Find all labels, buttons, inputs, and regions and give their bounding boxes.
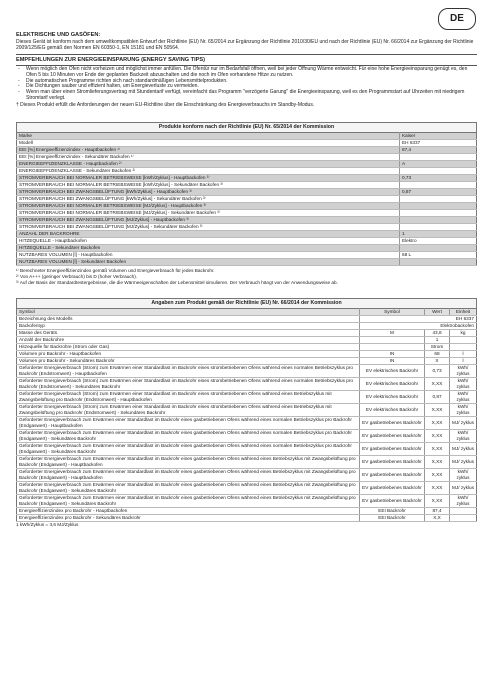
row-value: [400, 195, 477, 202]
row-label: Masse des Geräts: [17, 329, 360, 336]
table-row: [17, 258, 477, 265]
table-row: [17, 153, 477, 160]
col-header-unit: Einheit: [450, 308, 477, 315]
row-symbol: EV gasbetriebenes Backrohr: [360, 429, 425, 442]
row-value: 0,87: [425, 390, 450, 403]
language-badge: DE: [438, 8, 476, 30]
row-value: 0,73: [400, 174, 477, 181]
row-label: NUTZBARES VOLUMEN [l] - Hauptbackofen: [17, 251, 400, 258]
row-unit: l: [450, 350, 477, 357]
section-heading-energy-tips: EMPFEHLUNGEN ZUR ENERGIEEINSPARUNG (ENERGY SAVING TIPS): [16, 57, 205, 63]
row-label: Bezeichnung des Modells: [17, 315, 360, 322]
row-symbol: EEI Backrohr: [360, 507, 425, 514]
table-row: [17, 442, 477, 455]
table1-footnote: ²⁾ Von A+++ (geringer Verbrauch) bis D (hoher Verbrauch).: [16, 273, 138, 279]
section-heading-ovens: ELEKTRISCHE UND GASÖFEN:: [16, 32, 101, 38]
row-value: 0,73: [425, 364, 450, 377]
table-row: [17, 350, 477, 357]
row-unit: MJ/ zyklus: [450, 442, 477, 455]
row-label: Geforderter Energieverbrauch zum Erwärmen einer Standardlast im Backrohr eines gasbetriebenen Ofens während eines Betriebszyklus mit Zwangsbelüftung pro Backrohr (Endgaswert) - Hauptbackofen: [17, 455, 360, 468]
row-value: [400, 216, 477, 223]
row-unit: kWh/ zyklus: [450, 390, 477, 403]
row-label: Geforderter Energieverbrauch zum Erwärmen einer Standardlast im Backrohr eines gasbetriebenen Ofens während eines normalen Betriebszyklus pro Backrohr (Endgaswert) - Hauptbackofen: [17, 416, 360, 429]
row-value: X,XX: [425, 481, 450, 494]
table-row: [17, 237, 477, 244]
row-value: Strom: [425, 343, 450, 350]
row-symbol: [360, 343, 425, 350]
list-item: - Die Dichtungen sauber und effizient halten, um Energieverluste zu vermeiden.: [16, 84, 477, 90]
row-value: X: [425, 357, 450, 364]
row-value: [400, 209, 477, 216]
table-row: [17, 364, 477, 377]
row-unit: [450, 343, 477, 350]
row-value: X,XX: [425, 442, 450, 455]
row-label: Volumen pro Backrohr - Hauptbackofen: [17, 350, 360, 357]
table-row: [17, 336, 477, 343]
row-symbol: M: [360, 329, 425, 336]
table-row: [17, 468, 477, 481]
row-unit: MJ/ zyklus: [450, 416, 477, 429]
row-label: STROMVERBRAUCH BEI NORMALER BETRIEBSWEISE [kWh/Zyklus] - Hauptbackofen ³⁾: [17, 174, 400, 181]
table-row: [17, 174, 477, 181]
row-label: Geforderter Energieverbrauch (Strom) zum Erwärmen einer Standardlast im Backrohr eines strombetriebenen Ofens während eines normalen Betriebszyklus pro Backrohr (Endstromwert) - Hauptbackofen: [17, 364, 360, 377]
document-page: [16, 8, 477, 528]
row-label: HITZEQUELLE - Hauptbackofen: [17, 237, 400, 244]
table-row: [17, 223, 477, 230]
table-row: [17, 416, 477, 429]
row-symbol: IN: [360, 357, 425, 364]
row-value: X,XX: [425, 403, 450, 416]
row-label: ANZAHL DER BACKROHRE: [17, 230, 400, 237]
row-unit: [450, 507, 477, 514]
row-value: Elektrobackofen: [360, 322, 477, 329]
row-label: EEI [%] Energieeffizienzindex - Hauptbackofen ¹⁾: [17, 146, 400, 153]
table-row: [17, 244, 477, 251]
list-item: - Wenn möglich den Ofen nicht vorheizen und möglichst immer anfüllen. Die Ofentür nur im Bedarfsfall öffnen, weil bei jeder Öffnung Wärme entweicht. Für eine hohe Energieeinsparung genügt es, den Ofen 5 bis 10 Minuten vor Ende der geplanten Backzeit abzuschalten und die noch im Ofen vorhandene Hitze zu nutzen.: [16, 67, 477, 79]
row-label: STROMVERBRAUCH BEI NORMALER BETRIEBSWEISE [kWh/Zyklus] - Sekundärer Backofen ³⁾: [17, 181, 400, 188]
section-text-conformity: Dieses Gerät ist konform nach dem umweltkompatiblen Entwurf der Richtlinie (EU) Nr. 65/2014 zur Ergänzung der Richtlinie 2010/30/EU und nach der Richtlinie (EU) Nr. 66/2014 zur Ergänzung der Richtlinie 2009/125/EG gemäß den Normen EN 60350-1, EN 15181 und EN 50564.: [16, 39, 474, 51]
row-value: 87,4: [425, 507, 450, 514]
row-label: Hitzequelle für Backrohre (Strom oder Gas): [17, 343, 360, 350]
row-symbol: EV gasbetriebenes Backrohr: [360, 442, 425, 455]
row-symbol: EV gasbetriebenes Backrohr: [360, 494, 425, 507]
table-row: [17, 322, 477, 329]
row-label: Volumen pro Backrohr - Sekundäres Backrohr: [17, 357, 360, 364]
row-symbol: EV gasbetriebenes Backrohr: [360, 468, 425, 481]
table-row: [17, 202, 477, 209]
row-label: Energieeffizienzindex pro Backrohr - Sekundäres Backrohr: [17, 514, 360, 521]
row-value: X,XX: [425, 416, 450, 429]
row-symbol: EV gasbetriebenes Backrohr: [360, 455, 425, 468]
table-row: [17, 357, 477, 364]
row-value: 1: [425, 336, 450, 343]
row-label: HITZEQUELLE - Sekundärer Backofen: [17, 244, 400, 251]
row-symbol: [360, 336, 425, 343]
row-value: [400, 258, 477, 265]
row-label: EEI [%] Energieeffizienzindex - Sekundärer Backofen ¹⁾: [17, 153, 400, 160]
row-unit: l: [450, 357, 477, 364]
row-symbol: EV elektrisches Backrohr: [360, 403, 425, 416]
row-label: Backofentyp: [17, 322, 360, 329]
row-value: X,XX: [425, 429, 450, 442]
row-value: EH 6337: [400, 139, 477, 146]
row-value: [400, 223, 477, 230]
row-value: [400, 202, 477, 209]
row-value: A: [400, 160, 477, 167]
table-row: [17, 195, 477, 202]
row-label: STROMVERBRAUCH BEI ZWANGSBELÜFTUNG [kWh/Zyklus] - Sekundärer Backofen ³⁾: [17, 195, 400, 202]
table-row: [17, 230, 477, 237]
row-label: Marke: [17, 132, 400, 139]
table1-footnote: ³⁾ Auf der Basis der Standardtestergebnisse, die die Wärmeeigenschaften der Lebensmittel simulieren. Der Verbrauch hängt von der Anwendungsweise ab.: [16, 279, 338, 285]
table1-footnote: ¹⁾ Berechneter Energieeffizienzindex gemäß Volumen und Energieverbrauch für jedes Backrohr.: [16, 267, 215, 273]
row-label: Geforderter Energieverbrauch zum Erwärmen einer Standardlast im Backrohr eines gasbetriebenen Ofens während eines normalen Betriebszyklus pro Backrohr (Endgaswert) - Sekundäres Backrohr: [17, 429, 360, 442]
table-row: [17, 494, 477, 507]
list-item: - Die automatischen Programme richten sich nach standardmäßigen Lebensmittelprodukten.: [16, 79, 477, 85]
col-header-name: Symbol: [17, 308, 360, 315]
row-value: 87,4: [400, 146, 477, 153]
row-label: Energieeffizienzindex pro Backrohr - Hauptbackofen: [17, 507, 360, 514]
row-value: [400, 167, 477, 174]
row-label: STROMVERBRAUCH BEI ZWANGSBELÜFTUNG [kWh/Zyklus] - Hauptbackofen ³⁾: [17, 188, 400, 195]
row-unit: kWh/ zyklus: [450, 377, 477, 390]
row-symbol: IN: [360, 350, 425, 357]
row-value: X,XX: [425, 377, 450, 390]
row-value: X,XX: [425, 455, 450, 468]
row-label: Geforderter Energieverbrauch (Strom) zum Erwärmen einer Standardlast im Backrohr eines strombetriebenen Ofens während eines Betriebszyklus mit Zwangsbelüftung pro Backrohr (Endstromwert) - Sekundäres Backrohr: [17, 403, 360, 416]
row-label: Geforderter Energieverbrauch zum Erwärmen einer Standardlast im Backrohr eines gasbetriebenen Ofens während eines Betriebszyklus mit Zwangsbelüftung pro Backrohr (Endgaswert) - Hauptbackofen: [17, 468, 360, 481]
row-value: 68 L: [400, 251, 477, 258]
table-row: [17, 329, 477, 336]
col-header-symbol: Symbol: [360, 308, 425, 315]
row-symbol: EV gasbetriebenes Backrohr: [360, 481, 425, 494]
row-value: [400, 244, 477, 251]
row-symbol: EV elektrisches Backrohr: [360, 364, 425, 377]
row-unit: kWh/ zyklus: [450, 468, 477, 481]
row-unit: kWh/ zyklus: [450, 494, 477, 507]
row-label: Geforderter Energieverbrauch (Strom) zum Erwärmen einer Standardlast im Backrohr eines strombetriebenen Ofens während eines normalen Betriebszyklus pro Backrohr (Endstromwert) - Sekundäres Backrohr: [17, 377, 360, 390]
row-unit: kWh/ zyklus: [450, 429, 477, 442]
row-label: STROMVERBRAUCH BEI NORMALER BETRIEBSWEISE [MJ/Zyklus] - Hauptbackofen ³⁾: [17, 202, 400, 209]
row-symbol: EEI Backrohr: [360, 514, 425, 521]
table-row: [17, 181, 477, 188]
row-label: Geforderter Energieverbrauch zum Erwärmen einer Standardlast im Backrohr eines gasbetriebenen Ofens während eines normalen Betriebszyklus pro Backrohr (Endgaswert) - Sekundäres Backrohr: [17, 442, 360, 455]
row-label: Geforderter Energieverbrauch zum Erwärmen einer Standardlast im Backrohr eines gasbetriebenen Ofens während eines Betriebszyklus mit Zwangsbelüftung pro Backrohr (Endgaswert) - Sekundäres Backrohr: [17, 494, 360, 507]
list-item: - Wenn man über einen Stromlieferungsvertrag mit Stundentarif verfügt, vereinfacht das Programm "verzögerte Garung" die Energieeinsparung, weil es den Programmstart auf Uhrzeiten mit niedrigem Stromtarif verlegt.: [16, 90, 477, 102]
table-row: [17, 507, 477, 514]
table2-footnote: 1 kWh/Zyklus = 3,6 MJ/Zyklus: [16, 521, 79, 527]
table-row: [17, 315, 477, 322]
row-value: 1: [400, 230, 477, 237]
table-row: [17, 481, 477, 494]
standby-footnote: † Dieses Produkt erfüllt die Anforderungen der neuen EU-Richtline über die Einschränkung des Energieverbrauchs im Standby-Modus.: [16, 101, 315, 108]
row-label: STROMVERBRAUCH BEI ZWANGSBELÜFTUNG [MJ/Zyklus] - Hauptbackofen ³⁾: [17, 216, 400, 223]
table-row: [17, 251, 477, 258]
row-label: ENERGIEEFFIZIENZKLASSE - Hauptbackofen ²⁾: [17, 160, 400, 167]
row-value: 0,87: [400, 188, 477, 195]
regulation-65-table: [16, 132, 477, 266]
row-value: X,X: [425, 514, 450, 521]
table-row: [17, 429, 477, 442]
col-header-value: Wert: [425, 308, 450, 315]
row-symbol: EV elektrisches Backrohr: [360, 377, 425, 390]
table-row: [17, 139, 477, 146]
row-value: [400, 181, 477, 188]
row-label: STROMVERBRAUCH BEI NORMALER BETRIEBSWEISE [MJ/Zyklus] - Sekundärer Backofen ³⁾: [17, 209, 400, 216]
table-row: [17, 377, 477, 390]
table-row: [17, 455, 477, 468]
table-row: [17, 146, 477, 153]
row-value: Kaiser: [400, 132, 477, 139]
table-row: [17, 132, 477, 139]
row-value: X,XX: [425, 468, 450, 481]
divider: [16, 54, 477, 55]
row-label: Modell: [17, 139, 400, 146]
row-label: Anzahl der Backrohre: [17, 336, 360, 343]
row-unit: kWh/ zyklus: [450, 403, 477, 416]
energy-tips-list: [16, 67, 477, 102]
row-value: X,XX: [425, 494, 450, 507]
table-row: [17, 216, 477, 223]
table-row: [17, 343, 477, 350]
regulation-66-table: [16, 308, 477, 522]
table-row: [17, 390, 477, 403]
row-value: Elektro: [400, 237, 477, 244]
table-row: [17, 514, 477, 521]
row-value: EH 6337: [360, 315, 477, 322]
row-value: [400, 153, 477, 160]
row-value: 43,8: [425, 329, 450, 336]
row-unit: [450, 514, 477, 521]
row-label: Geforderter Energieverbrauch (Strom) zum Erwärmen einer Standardlast im Backrohr eines strombetriebenen Ofens während eines Betriebszyklus mit Zwangsbelüftung pro Backrohr (Endstromwert) - Hauptbackofen: [17, 390, 360, 403]
row-unit: kWh/ zyklus: [450, 364, 477, 377]
row-unit: MJ/ zyklus: [450, 481, 477, 494]
row-symbol: EV gasbetriebenes Backrohr: [360, 416, 425, 429]
table-row: [17, 209, 477, 216]
row-unit: kg: [450, 329, 477, 336]
row-unit: MJ/ zyklus: [450, 455, 477, 468]
row-label: Geforderter Energieverbrauch zum Erwärmen einer Standardlast im Backrohr eines gasbetriebenen Ofens während eines Betriebszyklus mit Zwangsbelüftung pro Backrohr (Endgaswert) - Sekundäres Backrohr: [17, 481, 360, 494]
table1-title: Produkte konform nach der Richtlinie (EU) Nr. 65/2014 der Kommission: [16, 122, 477, 132]
row-label: NUTZBARES VOLUMEN [l] - Sekundärer Backofen: [17, 258, 400, 265]
row-symbol: EV elektrisches Backrohr: [360, 390, 425, 403]
row-label: STROMVERBRAUCH BEI ZWANGSBELÜFTUNG [MJ/Zyklus] - Sekundärer Backofen ³⁾: [17, 223, 400, 230]
table-header-row: [17, 308, 477, 315]
table2-title: Angaben zum Produkt gemäß der Richtlinie (EU) Nr. 66/2014 der Kommission: [16, 298, 477, 308]
table-row: [17, 403, 477, 416]
row-value: 68: [425, 350, 450, 357]
table-row: [17, 167, 477, 174]
table-row: [17, 160, 477, 167]
table-row: [17, 188, 477, 195]
row-label: ENERGIEEFFIZIENZKLASSE - Sekundärer Backofen ²⁾: [17, 167, 400, 174]
row-unit: [450, 336, 477, 343]
